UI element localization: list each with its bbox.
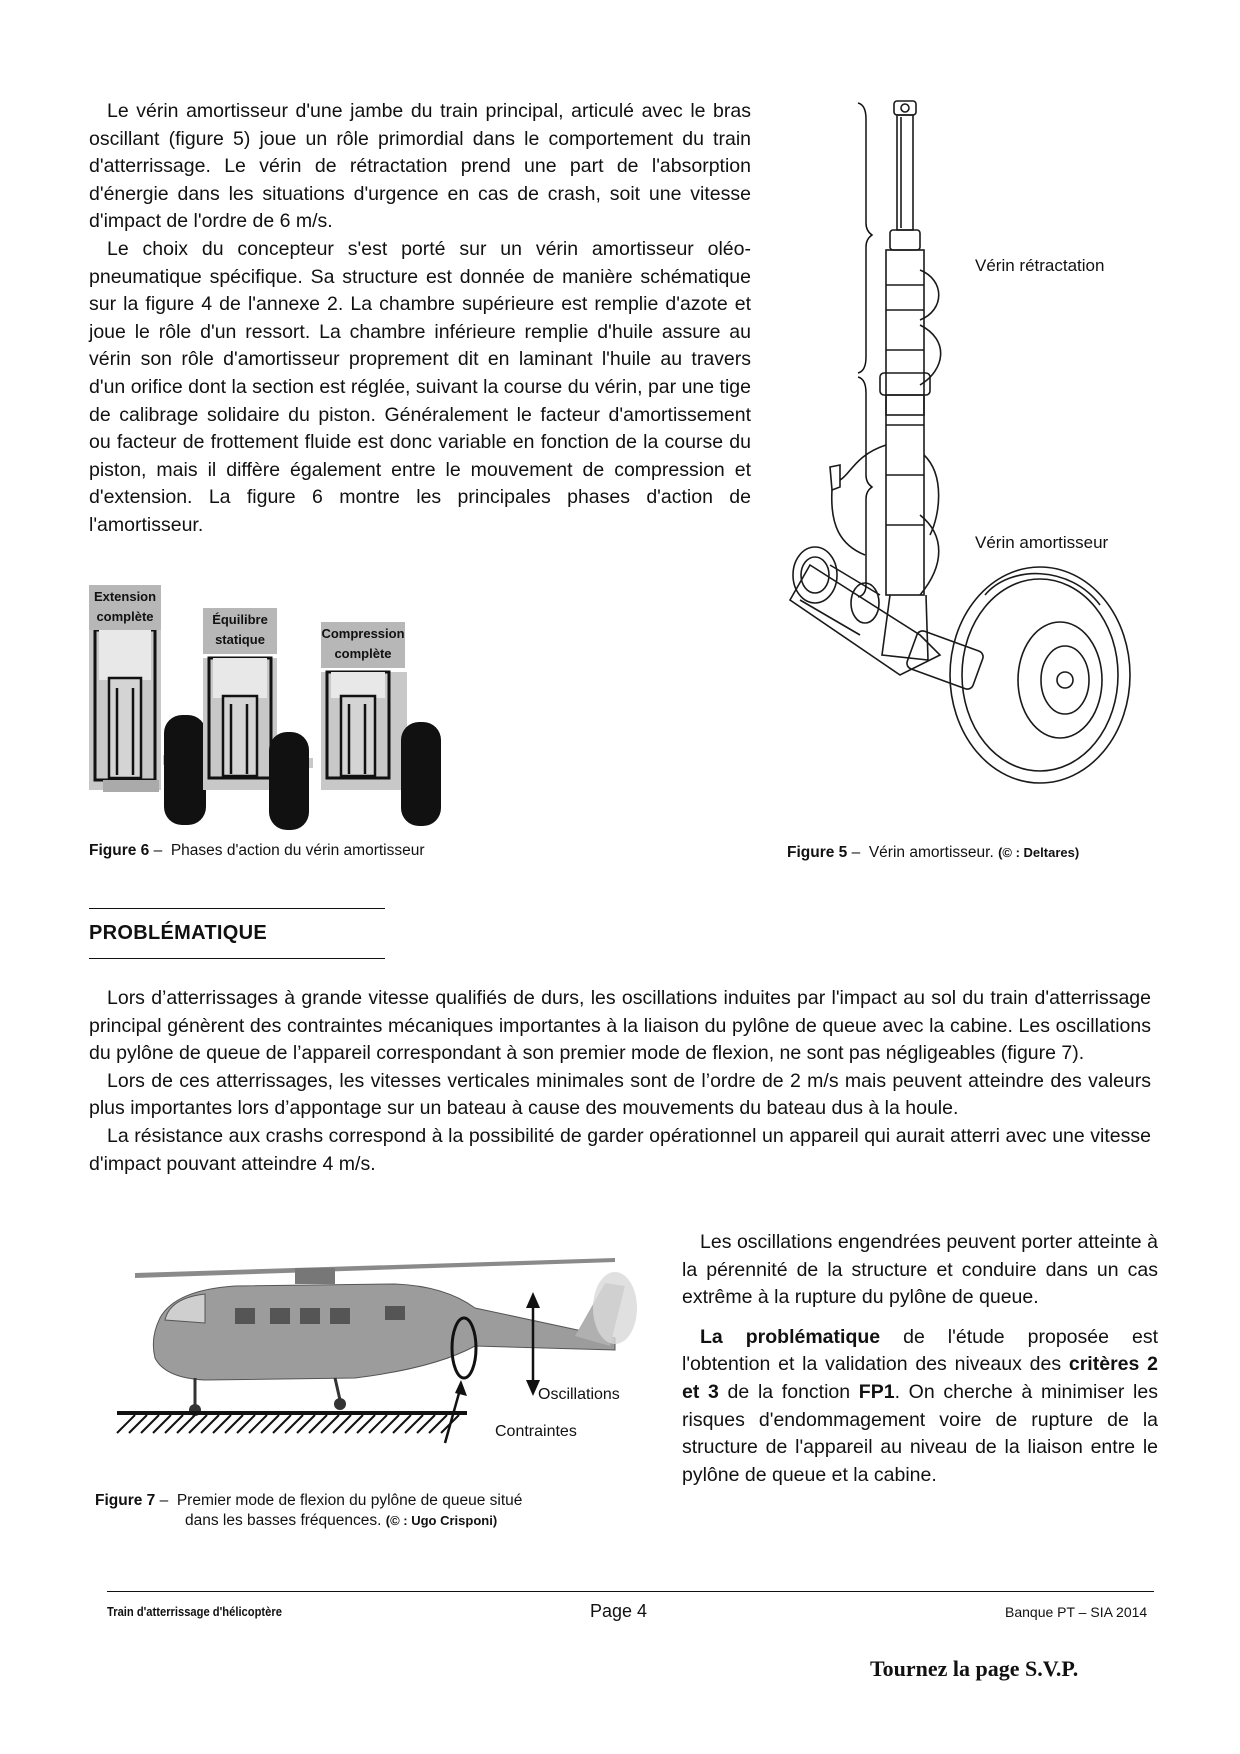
- intro-paragraph-1: Le vérin amortisseur d'une jambe du train principal, articulé avec le bras oscillant (figure 5) joue un rôle primordial dans le comportement du train d'atterrissage. Le vérin de rétractation prend une part de l'absorption d'énergie dans les situations d'urgence en cas de crash, soit une vitesse d'impact de l'ordre de 6 m/s.: [89, 100, 751, 233]
- figure-6: [89, 630, 469, 830]
- problematique-paragraph-3: La résistance aux crashs correspond à la possibilité de garder opérationnel un appareil qui aurait atterri avec une vitesse d'impact pouvant atteindre 4 m/s.: [89, 1124, 1151, 1175]
- label-oscillations: Oscillations: [538, 1386, 620, 1403]
- right-p2-bold-2: critères 2 et 3: [682, 1353, 1158, 1403]
- label-contraintes: Contraintes: [495, 1423, 577, 1440]
- figure-7-caption-credit: (© : Ugo Crisponi): [385, 1513, 498, 1528]
- phase-compression-complete: [321, 672, 441, 826]
- right-p2-text-3: . On cherche à minimiser les risques d'endommagement voire de rupture de la structure de l'appareil au niveau de la liaison entre le pylône de queue et la cabine.: [682, 1380, 1158, 1486]
- figure-5-caption-text: Vérin amortisseur.: [868, 844, 994, 861]
- figure-6-caption-text: Phases d'action du vérin amortisseur: [170, 842, 425, 859]
- figure-7-caption-number: Figure 7: [95, 1492, 156, 1509]
- label-verin-amortisseur: Vérin amortisseur: [975, 533, 1109, 552]
- figure-5: [770, 95, 1170, 835]
- right-paragraph-1: Les oscillations engendrées peuvent porter atteinte à la pérennité de la structure et conduire dans un cas extrême à la rupture du pylône de queue.: [682, 1231, 1158, 1309]
- figure-5-caption-number: Figure 5: [787, 844, 848, 861]
- label-compression-complete: Compression complète: [321, 622, 405, 668]
- figure-5-caption-credit: (© : Deltares): [998, 845, 1080, 860]
- figure-6-caption: Figure 6 – Phases d'action du vérin amortisseur: [89, 842, 425, 859]
- heading-rule-bottom: [89, 958, 385, 959]
- right-p2-text-2: de la fonction: [718, 1380, 859, 1403]
- phase-equilibre-statique: [203, 658, 313, 830]
- right-column-text: [682, 1229, 1158, 1489]
- phase-extension-complete: [89, 630, 206, 825]
- section-heading: PROBLÉMATIQUE: [89, 922, 267, 944]
- figure-7-caption-text-2: dans les basses fréquences.: [185, 1512, 382, 1529]
- heading-rule-top: [89, 908, 385, 909]
- right-paragraph-2: [682, 1324, 1158, 1490]
- helicopter-drawing: [95, 1228, 650, 1488]
- figure-7-caption-text-1: Premier mode de flexion du pylône de queue situé: [176, 1492, 523, 1509]
- intro-text: [89, 98, 751, 540]
- turn-page-note: Tournez la page S.V.P.: [870, 1656, 1079, 1681]
- problematique-text: [89, 985, 1151, 1178]
- right-p2-bold-3: FP1: [858, 1380, 895, 1403]
- right-p2-text-1: de l'étude proposée est l'obtention et la validation des niveaux des: [682, 1325, 1158, 1376]
- figure-6-caption-number: Figure 6: [89, 842, 150, 859]
- figure-7: [95, 1228, 650, 1488]
- footer-page-number: Page 4: [590, 1601, 648, 1621]
- intro-paragraph-2: Le choix du concepteur s'est porté sur un vérin amortisseur oléo-pneumatique spécifique. Sa structure est donnée de manière schématique sur la figure 4 de l'annexe 2. La chambre supérieure est remplie d'azote et joue le rôle d'un ressort. La chambre inférieure remplie d'huile assure au vérin son rôle d'amortisseur proprement dit en laminant l'huile au travers d'un orifice dont la section est réglée, suivant la course du vérin, par une tige de calibrage solidaire du piston. Généralement le facteur d'amortissement ou facteur de frottement fluide est donc variable en fonction de la course du piston, mais il diffère également entre le mouvement de compression et d'extension. La figure 6 montre les principales phases d'action de l'amortisseur.: [89, 237, 751, 536]
- label-verin-retractation: Vérin rétractation: [975, 256, 1105, 275]
- label-extension-complete: Extension complète: [89, 585, 161, 631]
- landing-gear-drawing: [770, 95, 1170, 835]
- problematique-paragraph-2: Lors de ces atterrissages, les vitesses verticales minimales sont de l’ordre de 2 m/s mais peuvent atteindre des valeurs plus importantes lors d’appontage sur un bateau à cause des mouvements du bateau dus à la houle.: [89, 1069, 1151, 1120]
- footer-left: Train d'atterrissage d'hélicoptère: [107, 1604, 282, 1619]
- figure-7-caption-line-1: Figure 7 – Premier mode de flexion du pylône de queue situé: [95, 1492, 523, 1509]
- figure-7-caption-line-2: [95, 1511, 655, 1531]
- figure-5-caption: Figure 5 – Vérin amortisseur. (© : Deltares): [787, 844, 1080, 861]
- label-equilibre-statique: Équilibre statique: [203, 608, 277, 654]
- shock-absorber-phases-diagram: [89, 630, 469, 830]
- problematique-paragraph-1: Lors d’atterrissages à grande vitesse qualifiés de durs, les oscillations induites par l'impact au sol du train d'atterrissage principal génèrent des contraintes mécaniques importantes à la liaison du pylône de queue avec la cabine. Les oscillations du pylône de queue de l’appareil correspondant à son premier mode de flexion, ne sont pas négligeables (figure 7).: [89, 987, 1151, 1065]
- footer-rule: [107, 1591, 1154, 1592]
- figure-7-caption: [95, 1491, 655, 1531]
- footer-right: Banque PT – SIA 2014: [1005, 1604, 1148, 1620]
- right-p2-bold-1: La problématique: [700, 1325, 881, 1348]
